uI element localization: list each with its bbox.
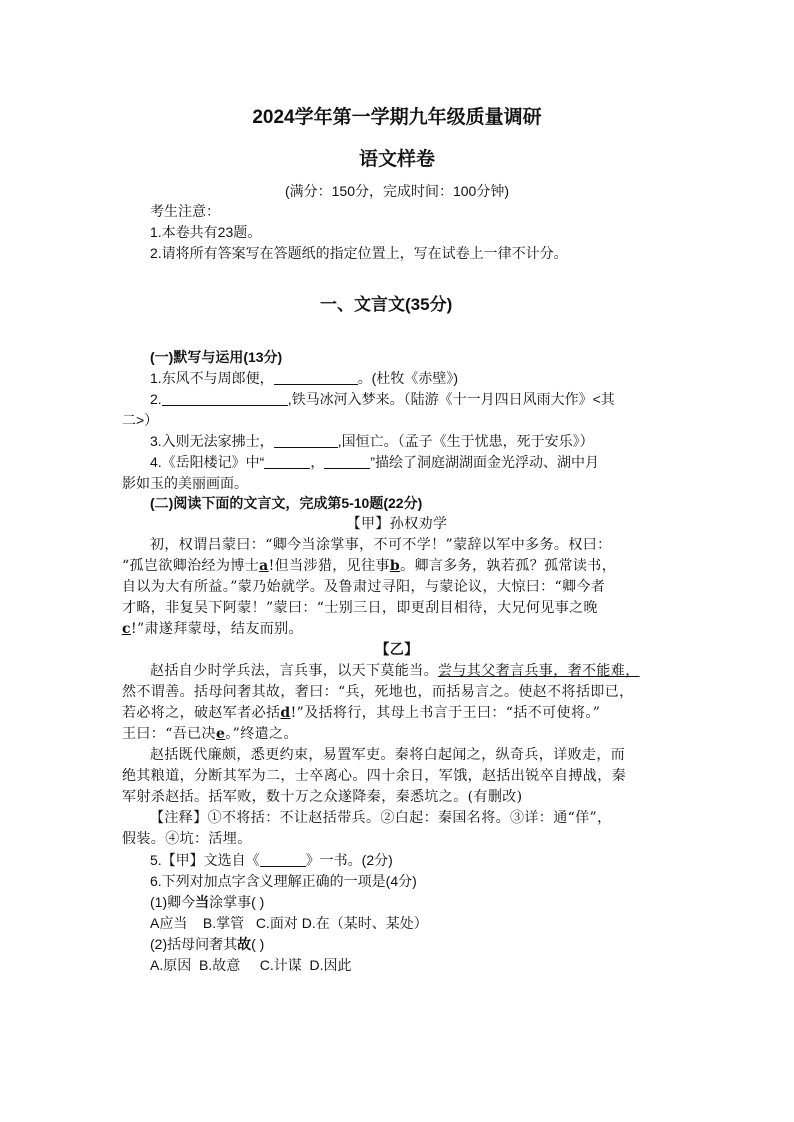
annotation-line: 【注释】①不将括：不让赵括带兵。②白起：秦国名将。③详：通“佯”， <box>150 810 612 826</box>
annotation-line: 假装。④坑：活埋。 <box>122 831 252 847</box>
option: D.因此 <box>309 957 352 973</box>
answer-blank[interactable] <box>162 391 288 406</box>
question-text: 》一书。(2分) <box>305 852 393 868</box>
passage-text: 。卿言多务，孰若孤？孤常读书， <box>400 558 617 574</box>
notice-item: 1.本卷共有23题。 <box>150 224 262 240</box>
passage-line: 才略，非复吴下阿蒙！”蒙曰：“士别三日，即更刮目相待，大兄何见事之晚 <box>122 600 598 616</box>
passage-line: 自以为大有所益。”蒙乃始就学。及鲁肃过寻阳，与蒙论议，大惊曰：“卿今者 <box>122 579 606 595</box>
passage-line <box>122 703 600 723</box>
question-text: 。(杜牧《赤壁》) <box>357 370 459 386</box>
answer-blank[interactable] <box>260 852 306 867</box>
passage-line <box>122 619 303 639</box>
section-title: 一、文言文(35分) <box>320 295 453 314</box>
blank-marker: a <box>259 558 269 574</box>
passage-line: 绝其粮道，分断其军为二，士卒离心。四十余日，军饿，赵括出锐卒自搏战，秦 <box>122 768 626 784</box>
question-text: ( ) <box>251 936 265 952</box>
passage-line <box>122 556 616 576</box>
option: B.故意 <box>199 957 241 973</box>
question-text: ,铁马冰河入梦来。（陆游《十一月四日风雨大作》<其 <box>287 391 615 407</box>
part-title: (二)阅读下面的文言文，完成第5-10题(22分) <box>150 495 423 511</box>
question-text: ,国恒亡。（孟子《生于忧患，死于安乐》） <box>337 433 594 449</box>
blank-marker: b <box>389 558 401 574</box>
dotted-char: 故 <box>237 936 252 952</box>
question-text: 3.入则无法家拂士， <box>150 433 274 449</box>
passage-text: 赵括自少时学兵法，言兵事，以天下莫能当。 <box>150 663 438 679</box>
notice-label: 考生注意： <box>150 203 220 219</box>
answer-blank[interactable] <box>324 454 370 469</box>
question-5 <box>150 850 393 870</box>
passage-line: 初，权谓吕蒙曰：“卿今当涂掌事，不可不学！”蒙辞以军中多务。权曰： <box>150 537 612 553</box>
question-2 <box>150 389 615 409</box>
passage-heading: 【乙】 <box>375 642 419 658</box>
passage-line <box>150 661 640 681</box>
question-text: 1.东风不与周郎便， <box>150 370 274 386</box>
option: A.原因 <box>150 957 192 973</box>
answer-blank[interactable] <box>274 433 338 448</box>
passage-text: 若必将之，破赵军者必括 <box>122 705 281 721</box>
passage-text: !”及括将行，其母上书言于王曰：“括不可使将。” <box>290 705 601 721</box>
question-text: ”描绘了洞庭湖湖面金光浮动、湖中月 <box>370 454 600 470</box>
option: B.掌管 <box>202 915 245 931</box>
passage-line: 赵括既代廉颇，悉更约束，易置军吏。秦将白起闻之，纵奇兵，详败走，而 <box>150 747 626 763</box>
part-title: (一)默写与运用(13分) <box>150 349 283 365</box>
question-text: 涂掌事( ) <box>209 894 265 910</box>
option: D.在（某时、某处） <box>301 915 428 931</box>
option: A应当 <box>150 915 188 931</box>
question-text: ， <box>310 454 325 470</box>
dotted-char: 当 <box>195 894 210 910</box>
notice-item: 2.请将所有答案写在答题纸的指定位置上，写在试卷上一律不计分。 <box>150 245 568 261</box>
blank-marker: d <box>280 705 291 721</box>
question-text: (2)括母问奢其 <box>150 936 238 952</box>
blank-marker: c <box>122 621 131 637</box>
question-text: 5.【甲】文选自《 <box>150 852 260 868</box>
passage-text: !”肃遂拜蒙母，结友而别。 <box>130 621 303 637</box>
question-4 <box>150 452 599 472</box>
question-text: 2. <box>150 391 162 407</box>
option-list <box>150 955 351 975</box>
option: C.计谋 <box>259 957 302 973</box>
passage-line: 军射杀赵括。括军败，数十万之众遂降秦，秦悉坑之。(有删改) <box>122 789 523 805</box>
question-1 <box>150 368 458 388</box>
question-text: 二>） <box>122 412 159 428</box>
passage-line <box>122 724 298 744</box>
passage-heading: 【甲】孙权劝学 <box>346 516 448 532</box>
underlined-sentence: 尝与其父奢言兵事，奢不能难， <box>438 663 640 679</box>
option: C.面对 <box>255 915 298 931</box>
question-text: 影如玉的美丽画面。 <box>122 475 248 491</box>
option-list <box>150 913 428 933</box>
sub-question <box>150 934 264 954</box>
passage-text: 。”终遣之。 <box>225 726 298 742</box>
blank-marker: e <box>215 726 226 742</box>
question-3 <box>150 431 594 451</box>
exam-title: 2024学年第一学期九年级质量调研 <box>252 107 542 128</box>
passage-text: 王曰：“吾已决 <box>122 726 216 742</box>
question-text: 4.《岳阳楼记》中“ <box>150 454 265 470</box>
exam-subtitle: 语文样卷 <box>358 149 435 170</box>
sub-question <box>150 892 264 912</box>
passage-text: “孤岂欲卿治经为博士 <box>122 558 260 574</box>
answer-blank[interactable] <box>274 370 358 385</box>
passage-text: !但当涉猎，见往事 <box>268 558 390 574</box>
answer-blank[interactable] <box>264 454 310 469</box>
question-6: 6.下列对加点字含义理解正确的一项是(4分) <box>150 873 417 889</box>
passage-line: 然不谓善。括母问奢其故，奢曰：“兵，死地也，而括易言之。使赵不将括即已， <box>122 684 634 700</box>
exam-meta: (满分：150分，完成时间：100分钟) <box>284 183 510 199</box>
question-text: (1)卿今 <box>150 894 196 910</box>
